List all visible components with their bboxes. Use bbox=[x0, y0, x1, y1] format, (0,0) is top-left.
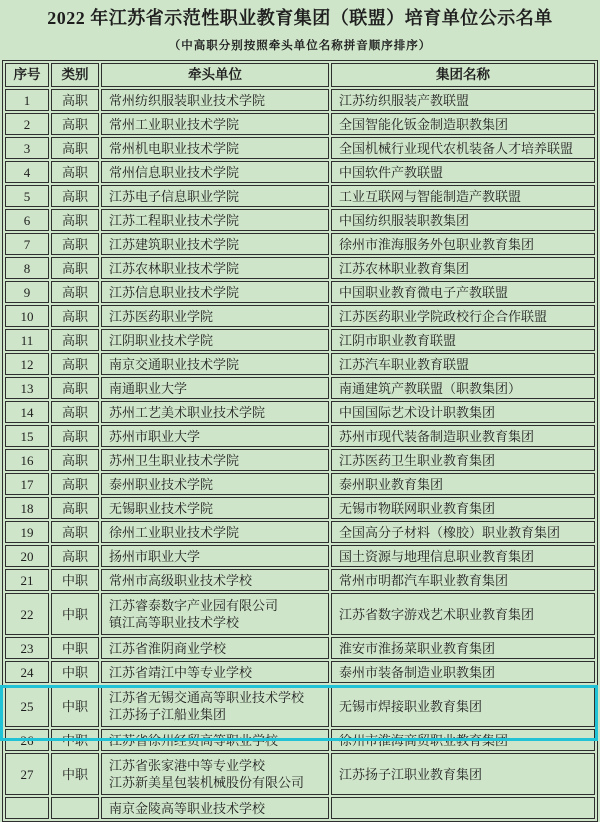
lead-unit-cell bbox=[101, 257, 329, 279]
table-row bbox=[5, 497, 595, 519]
lead-unit-cell bbox=[101, 329, 329, 351]
group-name-cell: 中国纺织服装职教集团 bbox=[331, 209, 595, 231]
row-number-cell: 1 bbox=[5, 89, 49, 111]
lead-unit-cell bbox=[101, 113, 329, 135]
lead-unit-cell bbox=[101, 137, 329, 159]
row-number-cell: 19 bbox=[5, 521, 49, 543]
table-row bbox=[5, 209, 595, 231]
table-row bbox=[5, 593, 595, 635]
group-name-cell: 江苏扬子江职业教育集团 bbox=[331, 753, 595, 795]
category-cell: 高职 bbox=[51, 449, 99, 471]
lead-unit-cell bbox=[101, 473, 329, 495]
category-cell: 中职 bbox=[51, 729, 99, 751]
lead-unit-cell bbox=[101, 377, 329, 399]
lead-unit-line: 江苏医药职业学院 bbox=[109, 308, 214, 324]
lead-unit-cell bbox=[101, 161, 329, 183]
table-row bbox=[5, 257, 595, 279]
lead-unit-cell bbox=[101, 521, 329, 543]
row-number-cell: 6 bbox=[5, 209, 49, 231]
table-row bbox=[5, 185, 595, 207]
row-number-cell: 15 bbox=[5, 425, 49, 447]
row-number-cell: 8 bbox=[5, 257, 49, 279]
group-name-cell: 无锡市焊接职业教育集团 bbox=[331, 685, 595, 727]
group-name-cell: 中国国际艺术设计职教集团 bbox=[331, 401, 595, 423]
lead-unit-line: 苏州工艺美术职业技术学院 bbox=[109, 404, 266, 420]
table-row bbox=[5, 797, 595, 819]
lead-unit-line: 江苏省徐州经贸高等职业学校 bbox=[109, 732, 279, 748]
column-header-lead: 牵头单位 bbox=[101, 63, 329, 87]
row-number-cell: 4 bbox=[5, 161, 49, 183]
category-cell: 中职 bbox=[51, 661, 99, 683]
document-page bbox=[0, 7, 600, 822]
table-row bbox=[5, 661, 595, 683]
row-number-cell: 9 bbox=[5, 281, 49, 303]
group-name-cell: 徐州市淮海商贸职业教育集团 bbox=[331, 729, 595, 751]
row-number-cell: 27 bbox=[5, 753, 49, 795]
group-name-cell: 江苏农林职业教育集团 bbox=[331, 257, 595, 279]
group-name-cell: 全国高分子材料（橡胶）职业教育集团 bbox=[331, 521, 595, 543]
table-row bbox=[5, 161, 595, 183]
page-title: 2022 年江苏省示范性职业教育集团（联盟）培育单位公示名单 bbox=[47, 8, 553, 28]
group-name-cell: 泰州市装备制造业职教集团 bbox=[331, 661, 595, 683]
lead-unit-line: 江苏省靖江中等专业学校 bbox=[109, 664, 253, 680]
column-header-group: 集团名称 bbox=[331, 63, 595, 87]
table-row bbox=[5, 545, 595, 567]
column-header-cat: 类别 bbox=[51, 63, 99, 87]
category-cell: 高职 bbox=[51, 401, 99, 423]
lead-unit-line: 常州市高级职业技术学校 bbox=[109, 572, 253, 588]
table-row bbox=[5, 401, 595, 423]
lead-unit-cell bbox=[101, 449, 329, 471]
lead-unit-line: 江苏扬子江船业集团 bbox=[109, 707, 227, 723]
group-name-cell: 全国机械行业现代农机装备人才培养联盟 bbox=[331, 137, 595, 159]
category-cell: 高职 bbox=[51, 161, 99, 183]
row-number-cell bbox=[5, 797, 49, 819]
lead-unit-line: 泰州职业技术学院 bbox=[109, 476, 214, 492]
lead-unit-cell bbox=[101, 593, 329, 635]
category-cell: 高职 bbox=[51, 233, 99, 255]
lead-unit-line: 常州纺织服装职业技术学院 bbox=[109, 92, 266, 108]
group-name-cell: 国土资源与地理信息职业教育集团 bbox=[331, 545, 595, 567]
lead-unit-cell bbox=[101, 89, 329, 111]
lead-unit-line: 江苏工程职业技术学院 bbox=[109, 212, 240, 228]
lead-unit-line: 苏州卫生职业技术学院 bbox=[109, 452, 240, 468]
category-cell: 高职 bbox=[51, 209, 99, 231]
table-row bbox=[5, 89, 595, 111]
lead-unit-line: 江苏信息职业技术学院 bbox=[109, 284, 240, 300]
category-cell: 中职 bbox=[51, 569, 99, 591]
page-subtitle: （中高职分别按照牵头单位名称拼音顺序排序） bbox=[168, 40, 432, 53]
row-number-cell: 18 bbox=[5, 497, 49, 519]
category-cell: 高职 bbox=[51, 473, 99, 495]
row-number-cell: 11 bbox=[5, 329, 49, 351]
table-row bbox=[5, 377, 595, 399]
group-name-cell: 南通建筑产教联盟（职教集团） bbox=[331, 377, 595, 399]
group-name-cell: 中国职业教育微电子产教联盟 bbox=[331, 281, 595, 303]
category-cell: 中职 bbox=[51, 753, 99, 795]
lead-unit-line: 徐州工业职业技术学院 bbox=[109, 524, 240, 540]
category-cell: 高职 bbox=[51, 425, 99, 447]
group-name-cell: 全国智能化钣金制造职教集团 bbox=[331, 113, 595, 135]
table-row bbox=[5, 353, 595, 375]
row-number-cell: 7 bbox=[5, 233, 49, 255]
lead-unit-cell bbox=[101, 661, 329, 683]
category-cell bbox=[51, 797, 99, 819]
category-cell: 高职 bbox=[51, 89, 99, 111]
lead-unit-cell bbox=[101, 353, 329, 375]
groups-table bbox=[2, 60, 598, 822]
category-cell: 高职 bbox=[51, 257, 99, 279]
table-header-row bbox=[5, 63, 595, 87]
row-number-cell: 17 bbox=[5, 473, 49, 495]
group-name-cell: 江苏医药卫生职业教育集团 bbox=[331, 449, 595, 471]
group-name-cell: 常州市明都汽车职业教育集团 bbox=[331, 569, 595, 591]
lead-unit-line: 江苏省淮阴商业学校 bbox=[109, 640, 227, 656]
table-body bbox=[5, 89, 595, 819]
table-row bbox=[5, 637, 595, 659]
lead-unit-line: 南京交通职业技术学院 bbox=[109, 356, 240, 372]
category-cell: 高职 bbox=[51, 545, 99, 567]
group-name-cell bbox=[331, 797, 595, 819]
row-number-cell: 5 bbox=[5, 185, 49, 207]
table-row bbox=[5, 569, 595, 591]
category-cell: 高职 bbox=[51, 137, 99, 159]
lead-unit-line: 常州机电职业技术学院 bbox=[109, 140, 240, 156]
group-name-cell: 泰州职业教育集团 bbox=[331, 473, 595, 495]
category-cell: 高职 bbox=[51, 353, 99, 375]
lead-unit-cell bbox=[101, 729, 329, 751]
group-name-cell: 苏州市现代装备制造职业教育集团 bbox=[331, 425, 595, 447]
row-number-cell: 22 bbox=[5, 593, 49, 635]
table-row bbox=[5, 233, 595, 255]
table-row bbox=[5, 137, 595, 159]
category-cell: 中职 bbox=[51, 637, 99, 659]
group-name-cell: 江苏纺织服装产教联盟 bbox=[331, 89, 595, 111]
table-row bbox=[5, 521, 595, 543]
lead-unit-line: 江苏新美星包装机械股份有限公司 bbox=[109, 775, 305, 791]
table-row bbox=[5, 113, 595, 135]
column-header-num: 序号 bbox=[5, 63, 49, 87]
row-number-cell: 13 bbox=[5, 377, 49, 399]
table-row bbox=[5, 425, 595, 447]
table-row bbox=[5, 305, 595, 327]
lead-unit-cell bbox=[101, 281, 329, 303]
table-row bbox=[5, 753, 595, 795]
category-cell: 高职 bbox=[51, 305, 99, 327]
lead-unit-line: 苏州市职业大学 bbox=[109, 428, 201, 444]
table-row bbox=[5, 449, 595, 471]
category-cell: 高职 bbox=[51, 185, 99, 207]
category-cell: 高职 bbox=[51, 521, 99, 543]
row-number-cell: 16 bbox=[5, 449, 49, 471]
category-cell: 高职 bbox=[51, 281, 99, 303]
group-name-cell: 中国软件产教联盟 bbox=[331, 161, 595, 183]
lead-unit-line: 江苏农林职业技术学院 bbox=[109, 260, 240, 276]
lead-unit-line: 江苏电子信息职业学院 bbox=[109, 188, 240, 204]
row-number-cell: 25 bbox=[5, 685, 49, 727]
lead-unit-cell bbox=[101, 637, 329, 659]
table-row bbox=[5, 729, 595, 751]
row-number-cell: 21 bbox=[5, 569, 49, 591]
group-name-cell: 江苏省数字游戏艺术职业教育集团 bbox=[331, 593, 595, 635]
table-row bbox=[5, 473, 595, 495]
lead-unit-line: 常州工业职业技术学院 bbox=[109, 116, 240, 132]
table-row bbox=[5, 329, 595, 351]
row-number-cell: 10 bbox=[5, 305, 49, 327]
category-cell: 中职 bbox=[51, 593, 99, 635]
group-name-cell: 工业互联网与智能制造产教联盟 bbox=[331, 185, 595, 207]
table-row bbox=[5, 685, 595, 727]
lead-unit-cell bbox=[101, 209, 329, 231]
group-name-cell: 江苏医药职业学院政校行企合作联盟 bbox=[331, 305, 595, 327]
lead-unit-line: 江苏睿泰数字产业园有限公司 bbox=[109, 597, 279, 613]
group-name-cell: 徐州市淮海服务外包职业教育集团 bbox=[331, 233, 595, 255]
row-number-cell: 3 bbox=[5, 137, 49, 159]
row-number-cell: 20 bbox=[5, 545, 49, 567]
group-name-cell: 无锡市物联网职业教育集团 bbox=[331, 497, 595, 519]
lead-unit-line: 扬州市职业大学 bbox=[109, 548, 201, 564]
lead-unit-cell bbox=[101, 545, 329, 567]
group-name-cell: 淮安市淮扬菜职业教育集团 bbox=[331, 637, 595, 659]
lead-unit-cell bbox=[101, 401, 329, 423]
row-number-cell: 23 bbox=[5, 637, 49, 659]
lead-unit-cell bbox=[101, 185, 329, 207]
category-cell: 高职 bbox=[51, 377, 99, 399]
lead-unit-line: 江苏省张家港中等专业学校 bbox=[109, 757, 266, 773]
lead-unit-line: 江阴职业技术学院 bbox=[109, 332, 214, 348]
lead-unit-cell bbox=[101, 569, 329, 591]
row-number-cell: 14 bbox=[5, 401, 49, 423]
category-cell: 高职 bbox=[51, 113, 99, 135]
lead-unit-line: 江苏建筑职业技术学院 bbox=[109, 236, 240, 252]
lead-unit-line: 镇江高等职业技术学校 bbox=[109, 615, 240, 631]
category-cell: 中职 bbox=[51, 685, 99, 727]
category-cell: 高职 bbox=[51, 329, 99, 351]
lead-unit-line: 无锡职业技术学院 bbox=[109, 500, 214, 516]
lead-unit-cell bbox=[101, 497, 329, 519]
table-row bbox=[5, 281, 595, 303]
lead-unit-cell bbox=[101, 233, 329, 255]
lead-unit-line: 南通职业大学 bbox=[109, 380, 188, 396]
lead-unit-cell bbox=[101, 305, 329, 327]
lead-unit-cell bbox=[101, 797, 329, 819]
group-name-cell: 江苏汽车职业教育联盟 bbox=[331, 353, 595, 375]
lead-unit-line: 南京金陵高等职业技术学校 bbox=[109, 800, 266, 816]
group-name-cell: 江阴市职业教育联盟 bbox=[331, 329, 595, 351]
row-number-cell: 24 bbox=[5, 661, 49, 683]
lead-unit-line: 江苏省无锡交通高等职业技术学校 bbox=[109, 689, 305, 705]
category-cell: 高职 bbox=[51, 497, 99, 519]
row-number-cell: 2 bbox=[5, 113, 49, 135]
row-number-cell: 26 bbox=[5, 729, 49, 751]
lead-unit-cell bbox=[101, 425, 329, 447]
lead-unit-line: 常州信息职业技术学院 bbox=[109, 164, 240, 180]
lead-unit-cell bbox=[101, 753, 329, 795]
lead-unit-cell bbox=[101, 685, 329, 727]
row-number-cell: 12 bbox=[5, 353, 49, 375]
